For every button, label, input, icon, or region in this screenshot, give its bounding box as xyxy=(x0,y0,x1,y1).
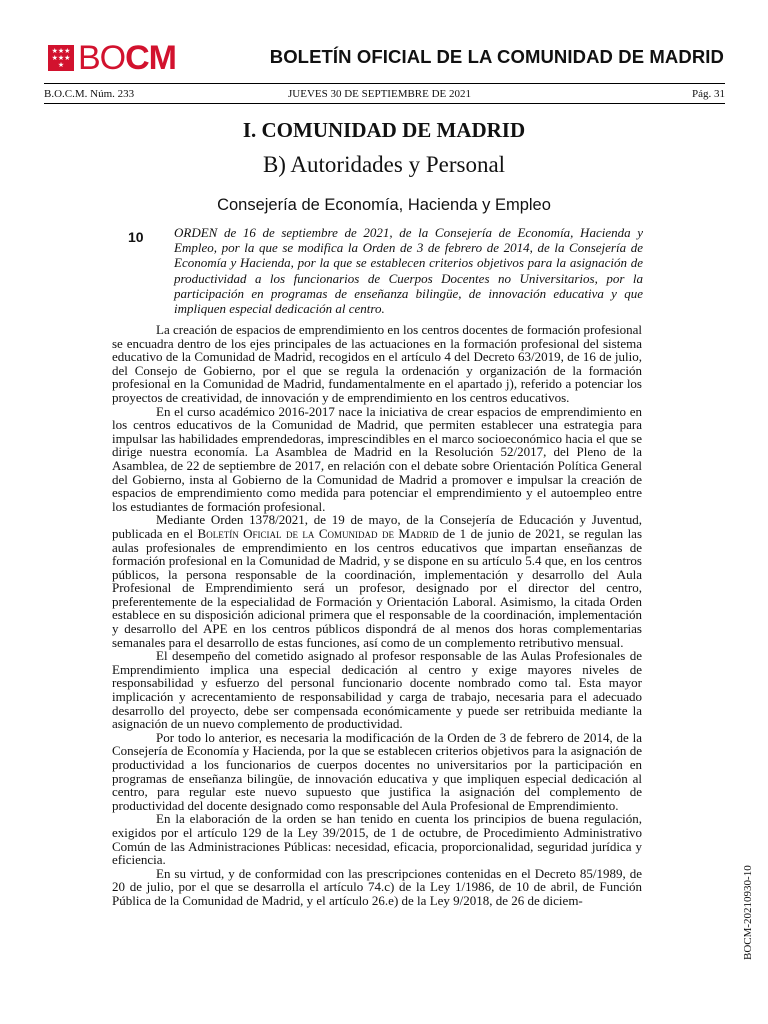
bulletin-title: BOLETÍN OFICIAL DE LA COMUNIDAD DE MADRID xyxy=(269,46,724,67)
paragraph-text: de 1 de junio de 2021, se regulan las aulas profesionales de emprendimiento en los centros educativos que impartan enseñanzas de formación profesional en la Comunidad de Madrid, y se dispone en su artículo 5.4 que, en los centros públicos, la persona responsable de la coordinación, implementación y desarrollo del Aula Profesional de Emprendimiento será un profesor, designado por el director del centro, preferentemente de la especialidad de Formación y Orientación Laboral. Asimismo, la citada Orden establece en su disposición adicional primera que el responsable de la coordinación, implementación y desarrollo del APE en los centros públicos dispondrá de al menos dos horas complementarias semanales para el desarrollo de estas funciones, así como de un complemento retributivo mensual. xyxy=(112,525,643,650)
flag-stars: ★★★ ★★★ ★ xyxy=(51,46,71,69)
header-rule-bottom xyxy=(44,103,725,104)
logo-suffix: CM xyxy=(125,39,177,77)
meta-line xyxy=(44,88,725,102)
page-header xyxy=(48,40,724,80)
item-number: 10 xyxy=(128,229,144,245)
subsection-heading: B) Autoridades y Personal xyxy=(262,152,506,177)
bulletin-reference: Boletín Oficial de la Comunidad de Madrid xyxy=(197,525,439,541)
paragraph: En el curso académico 2016-2017 nace la iniciativa de crear espacios de emprendimiento en los centros educativos de la Comunidad de Madrid, que permiten establecer una estrategia para impulsar las habilidades emprendedoras, imprescindibles en el marco socioeconómico hacia el que se dirige nuestra economía. La Asamblea de Madrid en la Resolución 52/2017, del Pleno de la Asamblea, de 22 de septiembre de 2017, en relación con el debate sobre Orientación Política General del Gobierno, insta al Gobierno de la Comunidad de Madrid a promover e impulsar la creación de espacios de emprendimiento como medida para potenciar el emprendimiento y el autoempleo entre los estudiantes de formación profesional. xyxy=(112,403,642,514)
paragraph: La creación de espacios de emprendimiento en los centros docentes de formación profesional se encuadra dentro de los ejes principales de las actuaciones en la formación profesional del sistema educativo de la Comunidad de Madrid, recogidos en el artículo 4 del Decreto 63/2019, de 16 de julio, del Consejo de Gobierno, por el que se regula la ordenación y organización de la formación profesional en la Comunidad de Madrid, fundamentalmente en el apartado j), referido a potenciar los proyectos de creatividad, de innovación y de emprendimiento en los centros educativos. xyxy=(112,322,642,405)
paragraph: El desempeño del cometido asignado al profesor responsable de las Aulas Profesionales de Emprendimiento implica una especial dedicación al centro y exige mayores niveles de responsabilidad y esfuerzo del personal funcionario docente nombrado como tal. Esta mayor implicación y acrecentamiento de responsabilidad y carga de trabajo, necesaria para el adecuado desarrollo del proyecto, debe ser compensada económicamente y puede ser retribuida mediante la asignación de un nuevo complemento de productividad. xyxy=(112,648,642,732)
paragraph: En su virtud, y de conformidad con las prescripciones contenidas en el Decreto 85/1989, de 20 de julio, por el que se desarrolla el artículo 74.c) de la Ley 1/1986, de 10 de abril, de Función Pública de la Comunidad de Madrid, y el artículo 26.e) de la Ley 9/2018, de 26 de diciem- xyxy=(112,865,642,908)
page-number: Pág. 31 xyxy=(692,88,725,100)
orden-summary: ORDEN de 16 de septiembre de 2021, de la Consejería de Economía, Hacienda y Empleo, por la que se modifica la Orden de 3 de febrero de 2014, de la Consejería de Economía y Hacienda, por la que se establecen criterios objetivos para la asignación de productividad a los funcionarios de Cuerpos Docentes no Universitarios, por la participación en programas de enseñanza bilingüe, de innovación educativa y que impliquen especial dedicación al centro. xyxy=(174,225,643,317)
paragraph-text: Mediante Orden 1378/2021, de 19 de mayo, de la Consejería de Educación y Juventud, publicada en el xyxy=(112,512,642,541)
bocm-logo xyxy=(48,40,176,76)
logo-wordmark xyxy=(78,41,176,75)
paragraph: Por todo lo anterior, es necesaria la modificación de la Orden de 3 de febrero de 2014, de la Consejería de Economía y Hacienda, por la que se establecen criterios objetivos para la asignación de productividad a los funcionarios de cuerpos docentes no universitarios por la participación en programas de enseñanza bilingüe, de innovación educativa y que impliquen especial dedicación al centro, para regular este nuevo supuesto que justifica la asignación del complemento de productividad del docente designado como responsable del Aula Profesional de Emprendimiento. xyxy=(112,729,642,813)
document-code: BOCM-20210930-10 xyxy=(742,865,754,960)
logo-prefix: BO xyxy=(78,39,126,77)
madrid-flag-icon xyxy=(48,45,74,71)
paragraph: En la elaboración de la orden se han tenido en cuenta los principios de buena regulación, exigidos por el artículo 129 de la Ley 39/2015, de 1 de octubre, de Procedimiento Administrativo Común de las Administraciones Públicas: necesidad, eficacia, proporcionalidad, seguridad jurídica y eficiencia. xyxy=(112,811,642,868)
department-heading: Consejería de Economía, Hacienda y Empleo xyxy=(217,196,551,214)
issue-date: JUEVES 30 DE SEPTIEMBRE DE 2021 xyxy=(288,88,472,100)
document-body xyxy=(112,323,642,908)
paragraph xyxy=(112,513,642,649)
bocm-number: B.O.C.M. Núm. 233 xyxy=(44,88,135,100)
header-rule-top xyxy=(44,83,725,84)
section-heading: I. COMUNIDAD DE MADRID xyxy=(242,118,526,142)
